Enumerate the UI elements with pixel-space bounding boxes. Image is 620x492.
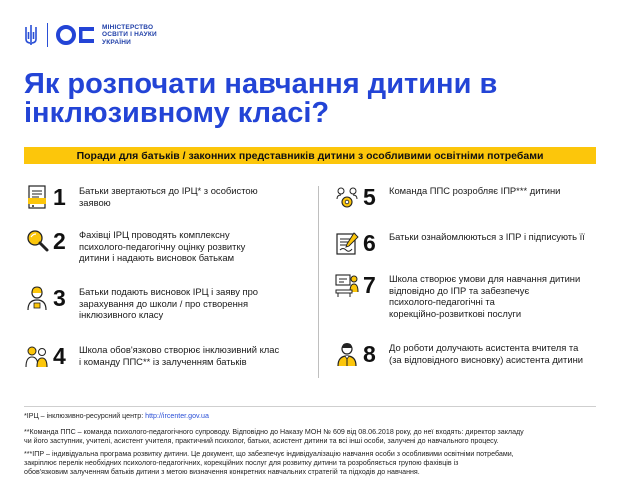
step-5 [334, 184, 560, 210]
ministry-line-2: ОСВІТИ І НАУКИ [102, 31, 157, 39]
footnote-ircenter-text: *ІРЦ – інклюзивно-ресурсний центр: [24, 412, 146, 420]
step-1 [24, 184, 258, 210]
step-3-line-2: зарахування до школи / про створення [79, 297, 249, 309]
page-title [24, 70, 584, 128]
column-divider [318, 186, 319, 378]
magnifier-icon [24, 228, 50, 254]
step-5-line-1: Команда ППС розробляє ІПР*** дитини [389, 185, 561, 196]
step-1-text [79, 185, 258, 208]
step-1-line-2: заявою [79, 196, 111, 208]
ministry-logo-icon [56, 24, 96, 46]
ministry-name [102, 24, 157, 47]
document-icon [24, 184, 50, 210]
family-icon [24, 343, 50, 369]
step-4-text [79, 344, 279, 367]
step-3-number: 3 [53, 285, 66, 311]
step-7-line-1: Школа створює умови для навчання дитини [389, 273, 581, 284]
step-7-text [389, 273, 580, 319]
classroom-icon [334, 272, 360, 298]
trident-icon [24, 24, 38, 46]
step-4-line-1: Школа обов'язково створює інклюзивний клас [79, 344, 280, 355]
step-7-line-4: корекційно-розвиткові послуги [389, 307, 522, 319]
step-4-number: 4 [53, 343, 66, 369]
footnote-ipr [24, 450, 599, 476]
step-7-line-3: психолого-педагогічні та [389, 296, 495, 307]
step-4-line-2: і команду ППС** із залученням батьків [79, 355, 247, 367]
step-8-number: 8 [363, 341, 376, 367]
team-gears-icon [334, 184, 360, 210]
step-3-text [79, 286, 258, 321]
step-3-line-1: Батьки подають висновок ІРЦ і заяву про [79, 286, 258, 297]
step-2-line-3: дитини і надають висновок батькам [79, 252, 235, 263]
parent-icon [24, 285, 50, 311]
step-2-line-1: Фахівці ІРЦ проводять комплексну [79, 229, 230, 240]
step-2-text [79, 229, 245, 264]
ircenter-link[interactable]: http://ircenter.gov.ua [145, 412, 209, 420]
step-5-number: 5 [363, 184, 376, 210]
step-2 [24, 228, 245, 264]
footnote-ircenter [24, 412, 599, 421]
step-8 [334, 341, 583, 367]
step-8-line-2: (за відповідного висновку) асистента дитини [389, 353, 583, 365]
footnote-ipr-line-2: закріплює перелік необхідних психолого-педагогічних, корекційних послуг для розвитку дитини та розробляється групою фахівців із [24, 458, 459, 467]
step-8-line-1: До роботи долучають асистента вчителя та [389, 342, 579, 353]
advice-banner: Поради для батьків / законних представників дитини з особливими освітніми потребами [24, 147, 596, 164]
step-7-line-2: відповідно до ІПР та забезпечує [389, 284, 530, 296]
footnote-pps [24, 428, 599, 446]
step-6-line-1: Батьки ознайомлюються з ІПР і підписують її [389, 231, 585, 242]
ministry-line-1: МІНІСТЕРСТВО [102, 23, 154, 31]
step-7 [334, 272, 580, 319]
header-separator [47, 23, 48, 47]
footnote-pps-line-1: **Команда ППС – команда психолого-педагогічного супроводу. Відповідно до Наказу МОН № 609 від 08.06.2018 року, до неї входять: директор закладу [24, 428, 524, 436]
step-6-number: 6 [363, 230, 376, 256]
title-line-1: Як розпочати навчання дитини в [24, 68, 498, 100]
signed-document-icon [334, 230, 360, 256]
step-5-text [389, 185, 560, 197]
step-2-line-2: психолого-педагогічну оцінку розвитку [79, 240, 246, 252]
ministry-header [24, 23, 157, 47]
step-3-line-3: інклюзивного класу [79, 309, 164, 320]
step-3 [24, 285, 258, 321]
step-1-line-1: Батьки звертаються до ІРЦ* з особистою [79, 185, 258, 196]
step-7-number: 7 [363, 272, 376, 298]
footer-divider [24, 406, 596, 407]
assistant-icon [334, 341, 360, 367]
step-8-text [389, 342, 583, 365]
ministry-line-3: УКРАЇНИ [102, 38, 132, 46]
footnote-ipr-line-1: ***ІПР – індивідуальна програма розвитку дитини. Це документ, що забезпечує індивідуалізацію навчання особи з особливими освітніми потребами, [24, 450, 514, 458]
step-6-text [389, 231, 585, 243]
step-6 [334, 230, 585, 256]
step-2-number: 2 [53, 228, 66, 254]
footnote-ipr-line-3: обов'язковим залученням батьків дитини з метою визначення конкретних навчальних стратегій та підходів до навчання. [24, 467, 420, 476]
step-1-number: 1 [53, 184, 66, 210]
step-4 [24, 343, 279, 369]
footnote-pps-line-2: чи його заступник, учителі, асистент учителя, практичний психолог, батьки, асистент дитини та всі інші особи, залучені до навчального процесу. [24, 436, 499, 445]
title-line-2: інклюзивному класі? [24, 97, 330, 129]
